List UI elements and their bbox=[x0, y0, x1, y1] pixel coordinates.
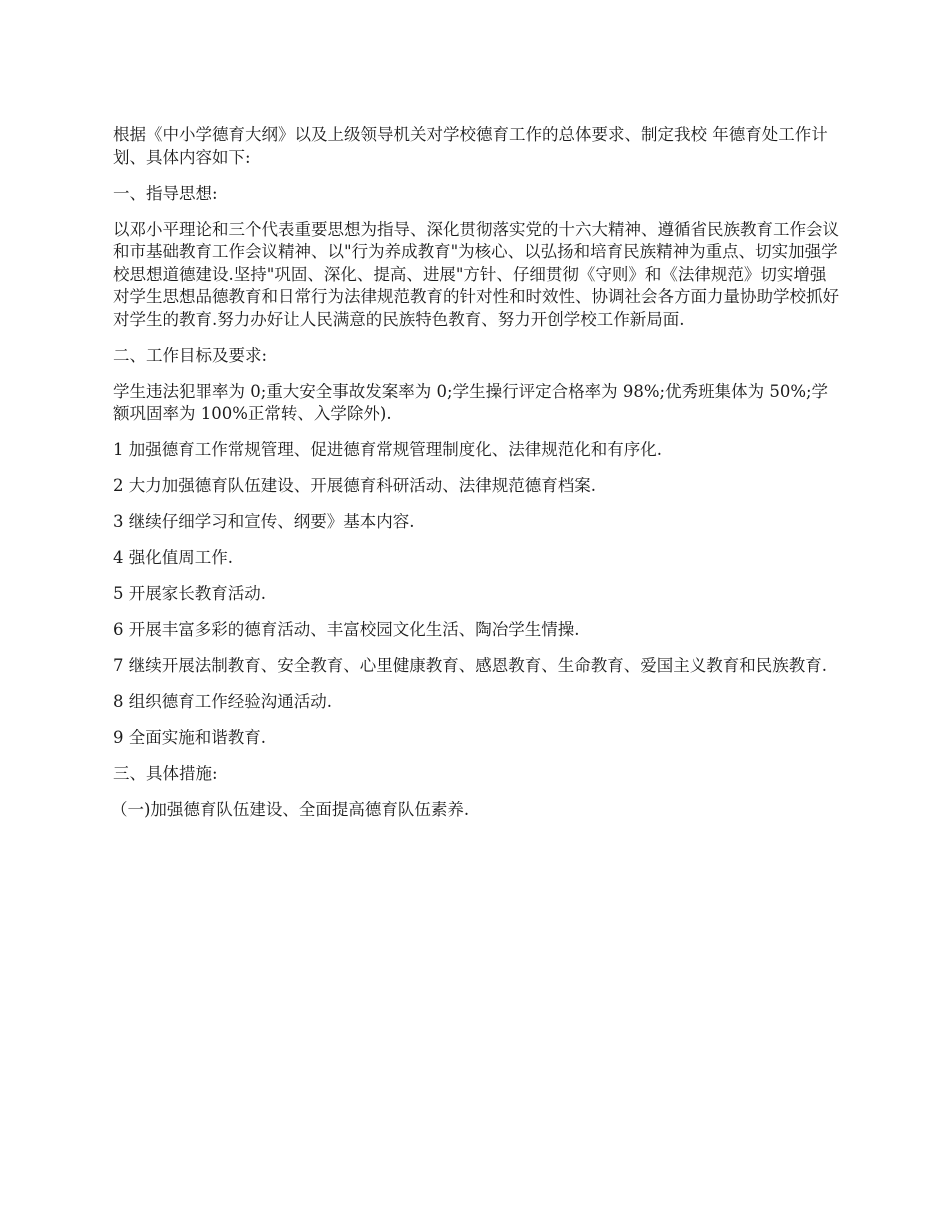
section-heading-goals: 二、工作目标及要求: bbox=[113, 345, 268, 365]
goal-item-6: 6 开展丰富多彩的德育活动、丰富校园文化生活、陶冶学生情操. bbox=[113, 620, 580, 639]
goal-item-3: 3 继续仔细学习和宣传、纲要》基本内容. bbox=[113, 512, 415, 531]
intro-paragraph: 根据《中小学德育大纲》以及上级领导机关对学校德育工作的总体要求、制定我校 年德育处工作计划、具体内容如下: bbox=[113, 125, 828, 167]
goal-item-2: 2 大力加强德育队伍建设、开展德育科研活动、法律规范德育档案. bbox=[113, 476, 596, 495]
goal-item-5: 5 开展家长教育活动. bbox=[113, 584, 266, 603]
measure-item-1: （一)加强德育队伍建设、全面提高德育队伍素养. bbox=[111, 800, 470, 819]
document-body bbox=[113, 124, 841, 835]
goal-item-1: 1 加强德育工作常规管理、促进德育常规管理制度化、法律规范化和有序化. bbox=[113, 440, 662, 459]
section-heading-guiding-ideology: 一、指导思想: bbox=[113, 183, 218, 203]
guiding-ideology-paragraph: 以邓小平理论和三个代表重要思想为指导、深化贯彻落实党的十六大精神、遵循省民族教育工作会议和市基础教育工作会议精神、以"行为养成教育"为核心、以弘扬和培育民族精神为重点、切实加强学校思想道德建设.坚持"巩固、深化、提高、进展"方针、仔细贯彻《守则》和《法律规范》切实增强对学生思想品德教育和日常行为法律规范教育的针对性和时效性、协调社会各方面力量协助学校抓好对学生的教育.努力办好让人民满意的民族特色教育、努力开创学校工作新局面. bbox=[113, 219, 839, 329]
goal-item-4: 4 强化值周工作. bbox=[113, 548, 233, 567]
goal-item-7: 7 继续开展法制教育、安全教育、心里健康教育、感恩教育、生命教育、爱国主义教育和民族教育. bbox=[113, 656, 827, 675]
goal-item-9: 9 全面实施和谐教育. bbox=[113, 728, 266, 747]
section-heading-measures: 三、具体措施: bbox=[113, 764, 218, 783]
goals-targets-paragraph: 学生违法犯罪率为 0;重大安全事故发案率为 0;学生操行评定合格率为 98%;优秀班集体为 50%;学额巩固率为 100%正常转、入学除外). bbox=[113, 381, 829, 423]
goal-item-8: 8 组织德育工作经验沟通活动. bbox=[113, 692, 332, 711]
